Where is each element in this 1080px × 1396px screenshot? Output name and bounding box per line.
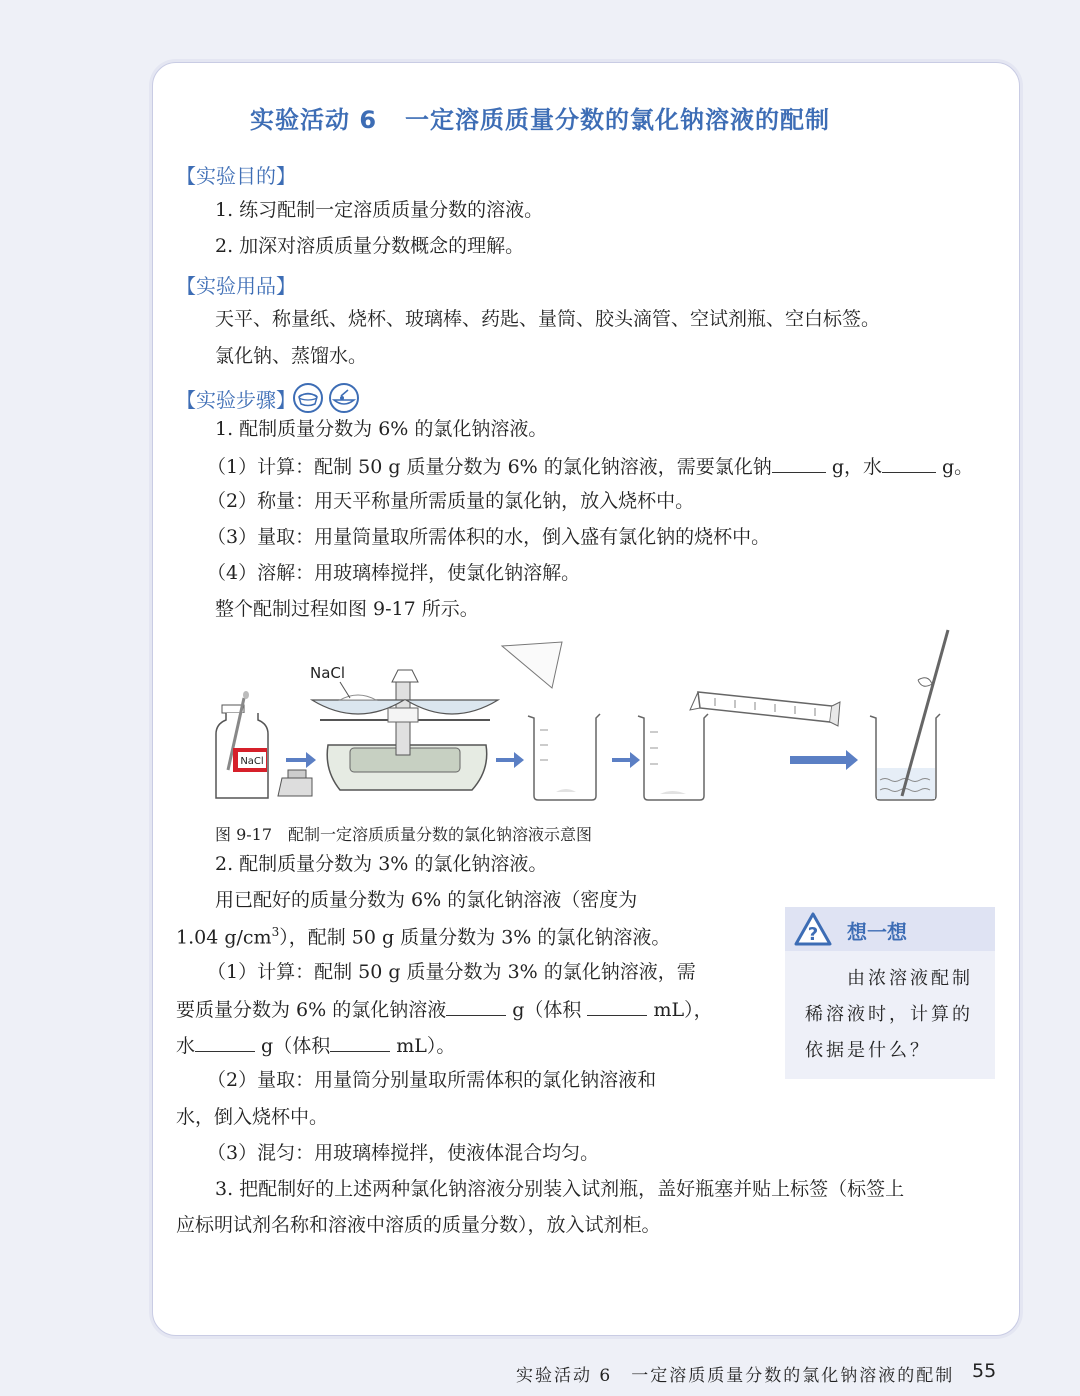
solution-volume-blank[interactable] (587, 997, 647, 1016)
steps-heading: 【实验步骤】 (176, 388, 296, 412)
weighing-paper (502, 642, 562, 688)
step1-process: 整个配制过程如图 9-17 所示。 (215, 598, 479, 620)
step2-calc-2-unit: mL）， (647, 999, 713, 1021)
step2-calc-2-text: 要质量分数为 6% 的氯化钠溶液 (176, 999, 447, 1021)
density-value: 1.04 g/cm (176, 926, 272, 949)
arrow-3 (612, 752, 640, 768)
step2-measure-1: （2）量取：用量筒分别量取所需体积的氯化钠溶液和 (207, 1069, 657, 1091)
page-title (0, 100, 1080, 135)
step1-calc-water-text: g，水 (825, 456, 882, 478)
step2-calc-3 (176, 1033, 455, 1058)
weighing-video-icon[interactable] (330, 384, 358, 412)
activity-topic: 一定溶质质量分数的氯化钠溶液的配制 (405, 106, 831, 134)
step2-intro-2 (176, 925, 670, 949)
solution-mass-blank[interactable] (446, 997, 506, 1016)
step2-measure-2: 水，倒入烧杯中。 (176, 1106, 329, 1128)
materials-reagents: 氯化钠、蒸馏水。 (215, 345, 368, 367)
step3-line-1: 3. 把配制好的上述两种氯化钠溶液分别装入试剂瓶，盖好瓶塞并贴上标签（标签上 (215, 1178, 905, 1200)
purpose-item-2: 2. 加深对溶质质量分数概念的理解。 (215, 235, 525, 257)
think-line-1: 由浓溶液配制 (847, 968, 973, 989)
step1-calc-unit: g。 (935, 456, 974, 478)
bottle-label: NaCl (240, 756, 264, 767)
step2-mix: （3）混匀：用玻璃棒搅拌，使液体混合均匀。 (207, 1142, 600, 1164)
measuring-cylinder (690, 692, 840, 726)
think-box (785, 907, 995, 1079)
step2-calc-2-volume: g（体积 (506, 999, 588, 1021)
figure-9-17 (200, 620, 980, 810)
step2-calc-1: （1）计算：配制 50 g 质量分数为 3% 的氯化钠溶液，需 (207, 961, 696, 983)
step2-intro-1: 用已配好的质量分数为 6% 的氯化钠溶液（密度为 (215, 889, 638, 911)
step1-measure: （3）量取：用量筒量取所需体积的水，倒入盛有氯化钠的烧杯中。 (207, 526, 771, 548)
water-mass-blank[interactable] (882, 454, 936, 473)
step1-calc-text: （1）计算：配制 50 g 质量分数为 6% 的氯化钠溶液，需要氯化钠 (207, 456, 772, 478)
question-triangle-icon (793, 911, 833, 947)
materials-heading: 【实验用品】 (176, 274, 296, 298)
think-line-3: 依据是什么？ (805, 1040, 931, 1061)
think-line-2: 稀溶液时，计算的 (805, 1004, 973, 1025)
beaker-3 (870, 630, 948, 800)
arrow-1 (286, 752, 316, 768)
step1-weigh: （2）称量：用天平称量所需质量的氯化钠，放入烧杯中。 (207, 490, 695, 512)
purpose-item-1: 1. 练习配制一定溶质质量分数的溶液。 (215, 199, 544, 221)
step1-title: 1. 配制质量分数为 6% 的氯化钠溶液。 (215, 418, 548, 440)
step1-dissolve: （4）溶解：用玻璃棒搅拌，使氯化钠溶解。 (207, 562, 581, 584)
nacl-mass-blank[interactable] (772, 454, 826, 473)
beaker-1 (528, 714, 600, 800)
video-icons[interactable] (292, 382, 364, 414)
step1-calc (207, 454, 973, 479)
water-mass-blank-2[interactable] (195, 1033, 255, 1052)
arrow-4 (790, 750, 858, 770)
page-number: 55 (972, 1360, 997, 1382)
beaker-2 (638, 714, 708, 800)
step2-intro-rest: ），配制 50 g 质量分数为 3% 的氯化钠溶液。 (279, 926, 671, 949)
water-volume-blank[interactable] (330, 1033, 390, 1052)
svg-text:?: ? (807, 924, 819, 945)
stirring-video-icon[interactable] (294, 384, 322, 412)
arrow-2 (496, 752, 524, 768)
balance (310, 664, 498, 790)
step2-calc-3-water: 水 (176, 1035, 196, 1057)
step2-calc-3-volume: g（体积 (255, 1035, 331, 1057)
density-superscript: 3 (271, 925, 280, 939)
reagent-bottle (216, 691, 268, 798)
running-footer: 实验活动 6 一定溶质质量分数的氯化钠溶液的配制 (516, 1366, 955, 1386)
nacl-label: NaCl (310, 664, 346, 682)
step2-title: 2. 配制质量分数为 3% 的氯化钠溶液。 (215, 853, 548, 875)
step2-calc-2 (176, 997, 713, 1022)
figure-caption: 图 9-17 配制一定溶质质量分数的氯化钠溶液示意图 (215, 825, 593, 844)
step3-line-2: 应标明试剂名称和溶液中溶质的质量分数），放入试剂柜。 (176, 1214, 661, 1236)
purpose-heading: 【实验目的】 (176, 164, 296, 188)
materials-equipment: 天平、称量纸、烧杯、玻璃棒、药匙、量筒、胶头滴管、空试剂瓶、空白标签。 (215, 308, 881, 330)
step2-calc-3-unit: mL）。 (390, 1035, 456, 1057)
activity-number: 实验活动 6 (249, 106, 378, 134)
think-title: 想一想 (847, 920, 907, 944)
